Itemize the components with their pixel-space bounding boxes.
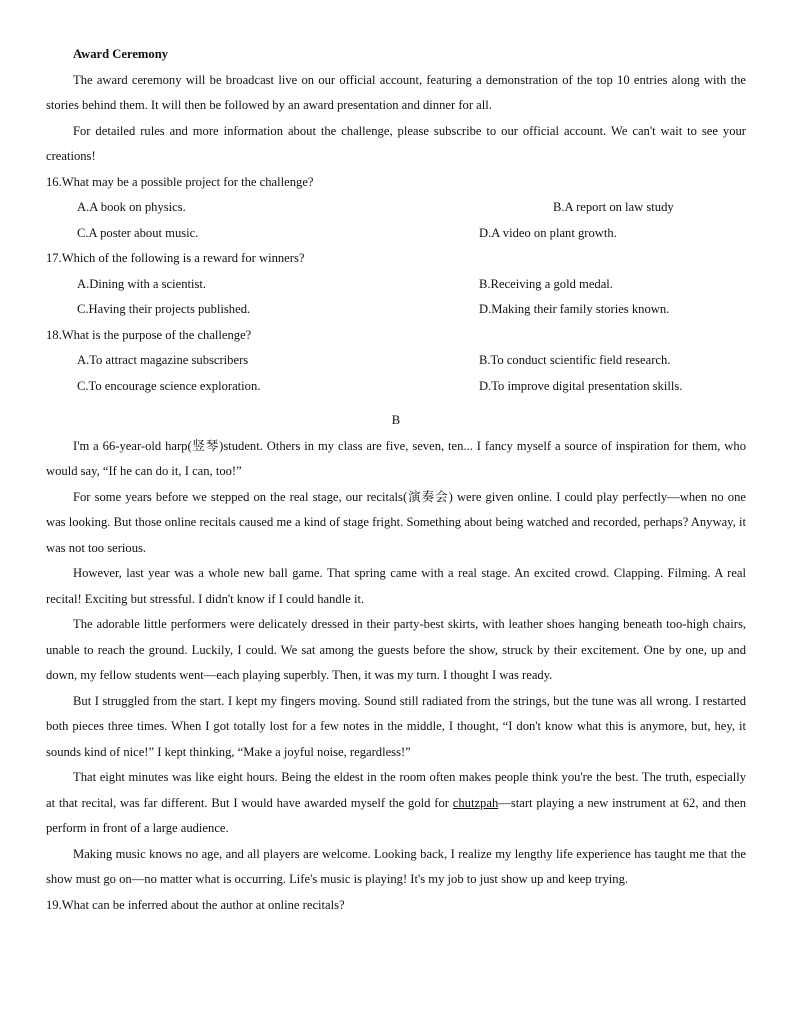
option-b: B.Receiving a gold medal. — [479, 276, 613, 291]
paragraph: For detailed rules and more information about the challenge, please subscribe to our official account. We can't wait to see your creations! — [46, 123, 746, 163]
question-18 — [46, 323, 746, 400]
option-a: A.To attract magazine subscribers — [77, 353, 249, 367]
question-17 — [46, 246, 746, 323]
paragraph-text: —start playing a new instrument at 62, and then perform in front of a large audience. — [46, 795, 747, 835]
paragraph: But I struggled from the start. I kept my fingers moving. Sound still radiated from the strings, but the tune was all wrong. I restarted both pieces three times. When I got totally lost for a few notes in the middle, I thought, “I don't know what this is anymore, but, hey, it sounds kind of nice!” I kept thinking, “Make a joyful noise, regardless!” — [46, 693, 746, 759]
option-c: C.To encourage science exploration. — [77, 378, 261, 393]
option-b: B.To conduct scientific field research. — [479, 353, 671, 367]
paragraph: For some years before we stepped on the real stage, our recitals(演奏会) were given online. I could play perfectly—when no one was looking. But those online recitals caused me a kind of stage fright. Something about being watched and recorded, perhaps? Anyway, it was not too serious. — [46, 489, 746, 555]
paragraph: Making music knows no age, and all players are welcome. Looking back, I realize my lengthy life experience has taught me that the show must go on—no matter what is occurring. Life's music is playing! It's my job to just show up and keep trying. — [46, 846, 746, 886]
option-c: C.A poster about music. — [77, 225, 199, 240]
exam-page — [46, 42, 746, 918]
option-c: C.Having their projects published. — [77, 302, 251, 316]
paragraph: However, last year was a whole new ball game. That spring came with a real stage. An excited crowd. Clapping. Filming. A real recital! Exciting but stressful. I didn't know if I could handle it. — [46, 566, 746, 606]
underlined-word: chutzpah — [452, 795, 499, 810]
question-stem: 18.What is the purpose of the challenge? — [46, 327, 252, 342]
question-19-stem: 19.What can be inferred about the author at online recitals? — [46, 897, 345, 912]
paragraph: The award ceremony will be broadcast live on our official account, featuring a demonstration of the top 10 entries along with the stories behind them. It will then be followed by an award presentation and dinner for all. — [46, 72, 746, 112]
question-stem: 16.What may be a possible project for the challenge? — [46, 174, 314, 189]
question-16 — [46, 170, 746, 247]
paragraph-text: That eight minutes was like eight hours. Being the eldest in the room often makes people think you're the best. The truth, especially at that recital, was far different. But I would have awarded myself the gold for — [46, 770, 746, 810]
paragraph — [46, 765, 746, 842]
paragraph: I'm a 66-year-old harp(竖琴)student. Others in my class are five, seven, ten... I fancy myself a source of inspiration for them, who would say, “If he can do it, I can, too!” — [46, 438, 746, 478]
paragraph: The adorable little performers were delicately dressed in their party-best skirts, with leather shoes hanging beneath too-high chairs, unable to reach the ground. Luckily, I could. We sat among the guests before the show, struck by their excitement. One by one, up and down, my fellow students went—each playing superbly. Then, it was my turn. I thought I was ready. — [46, 617, 746, 682]
question-stem: 17.Which of the following is a reward for winners? — [46, 251, 305, 265]
option-b: B.A report on law study — [553, 200, 674, 214]
option-a: A.A book on physics. — [77, 200, 186, 214]
section-heading: Award Ceremony — [73, 47, 169, 61]
option-a: A.Dining with a scientist. — [77, 276, 207, 291]
section-label: B — [391, 413, 401, 427]
option-d: D.Making their family stories known. — [479, 302, 670, 316]
option-d: D.A video on plant growth. — [479, 225, 617, 240]
option-d: D.To improve digital presentation skills. — [479, 378, 683, 393]
